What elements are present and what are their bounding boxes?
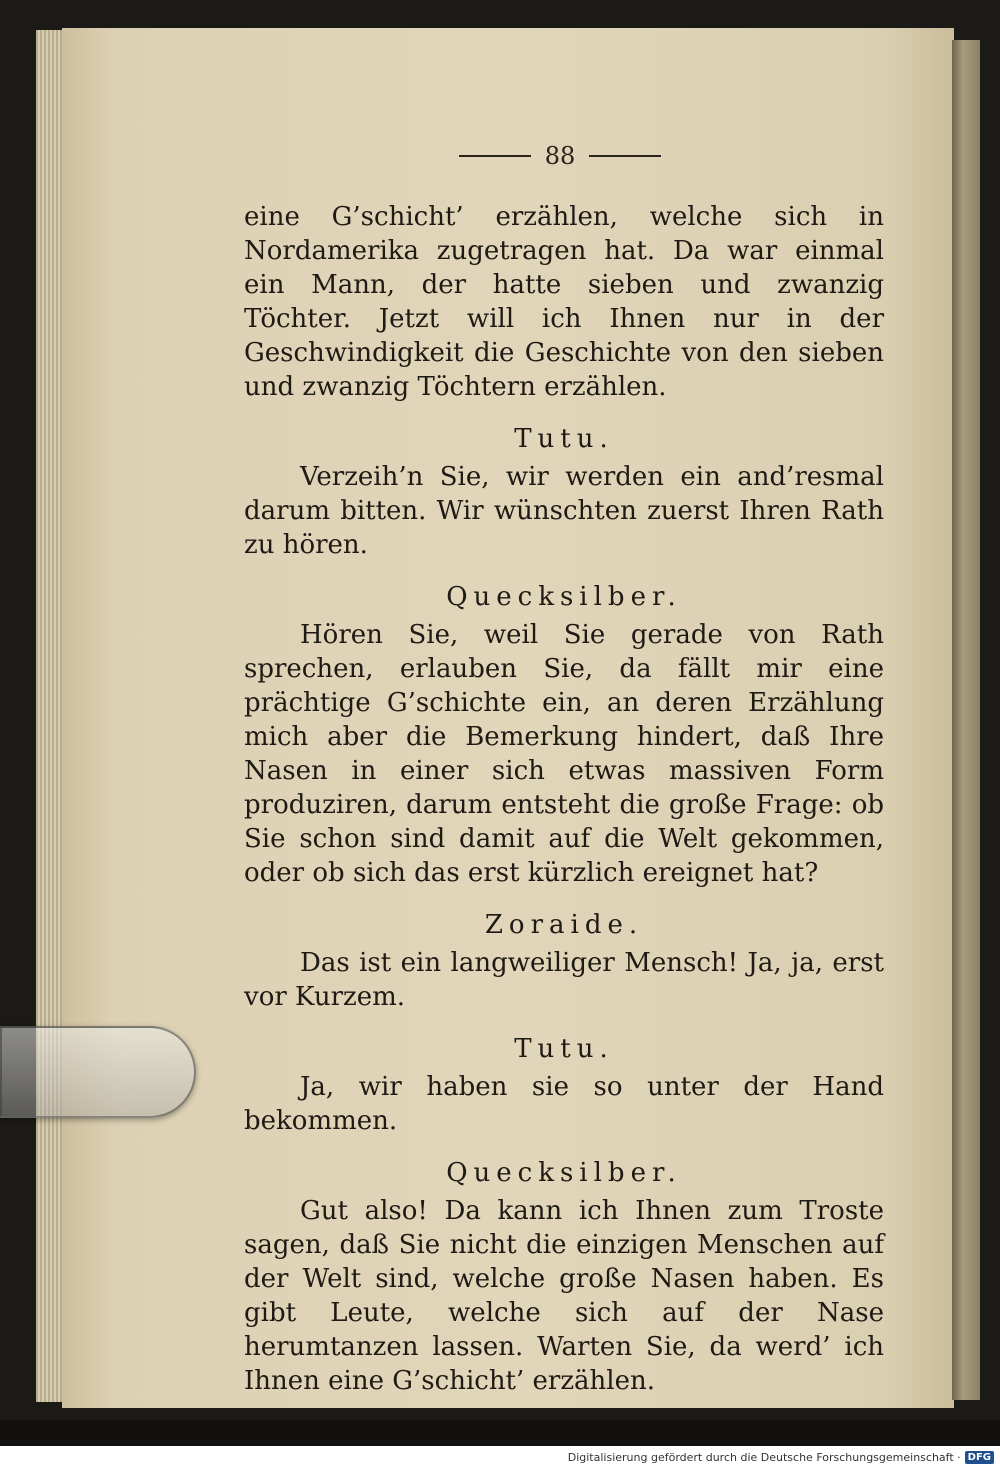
text-paragraph: Gut also! Da kann ich Ihnen zum Troste sagen, daß Sie nicht die einzigen Menschen auf der Welt sind, welche große Nasen haben. Es gibt Leute, welche sich auf der Nase herumtanzen lassen. Warten Sie, da werd’ ich Ihnen eine G’schicht’ erzählen. bbox=[244, 1196, 884, 1396]
page-number: 88 bbox=[544, 142, 576, 170]
scan-background bbox=[0, 1420, 1000, 1446]
page-edges bbox=[36, 30, 64, 1402]
text-paragraph: eine G’schicht’ erzählen, welche sich in Nordamerika zugetragen hat. Da war einmal ein Mann, der hatte sieben und zwanzig Töchter. Jetzt will ich Ihnen nur in der Geschwindigkeit die Geschichte von den sieben und zwanzig Töchtern erzählen. bbox=[244, 202, 884, 402]
dfg-logo: DFG bbox=[965, 1451, 994, 1464]
text-paragraph: Ja, wir haben sie so unter der Hand bekommen. bbox=[244, 1072, 884, 1136]
footer-credit: Digitalisierung gefördert durch die Deutsche Forschungsgemeinschaft · bbox=[567, 1451, 961, 1464]
speaker-name: Tutu. bbox=[514, 424, 614, 454]
speaker-name: Tutu. bbox=[514, 1034, 614, 1064]
text-paragraph: Hören Sie, weil Sie gerade von Rath sprechen, erlauben Sie, da fällt mir eine prächtige G’schichte ein, an deren Erzählung mich aber die Bemerkung hindert, daß Ihre Nasen in einer sich etwas massiven Form produziren, darum entsteht die große Frage: ob Sie schon sind damit auf die Welt gekommen, oder ob sich das erst kürzlich ereignet hat? bbox=[244, 620, 884, 888]
header-rule-left bbox=[459, 155, 531, 157]
speaker-name: Quecksilber. bbox=[446, 582, 682, 612]
speaker-name: Quecksilber. bbox=[446, 1158, 682, 1188]
page-holder-clip bbox=[0, 1026, 196, 1118]
page-header bbox=[455, 140, 665, 172]
text-paragraph: Das ist ein langweiliger Mensch! Ja, ja, erst vor Kurzem. bbox=[244, 948, 884, 1012]
header-rule-right bbox=[589, 155, 661, 157]
page-text bbox=[244, 200, 884, 1398]
book-spine-edge bbox=[952, 40, 980, 1400]
digitization-footer bbox=[0, 1446, 1000, 1469]
speaker-name: Zoraide. bbox=[484, 910, 644, 940]
text-paragraph: Verzeih’n Sie, wir werden ein and’resmal darum bitten. Wir wünschten zuerst Ihren Rath zu hören. bbox=[244, 462, 884, 560]
